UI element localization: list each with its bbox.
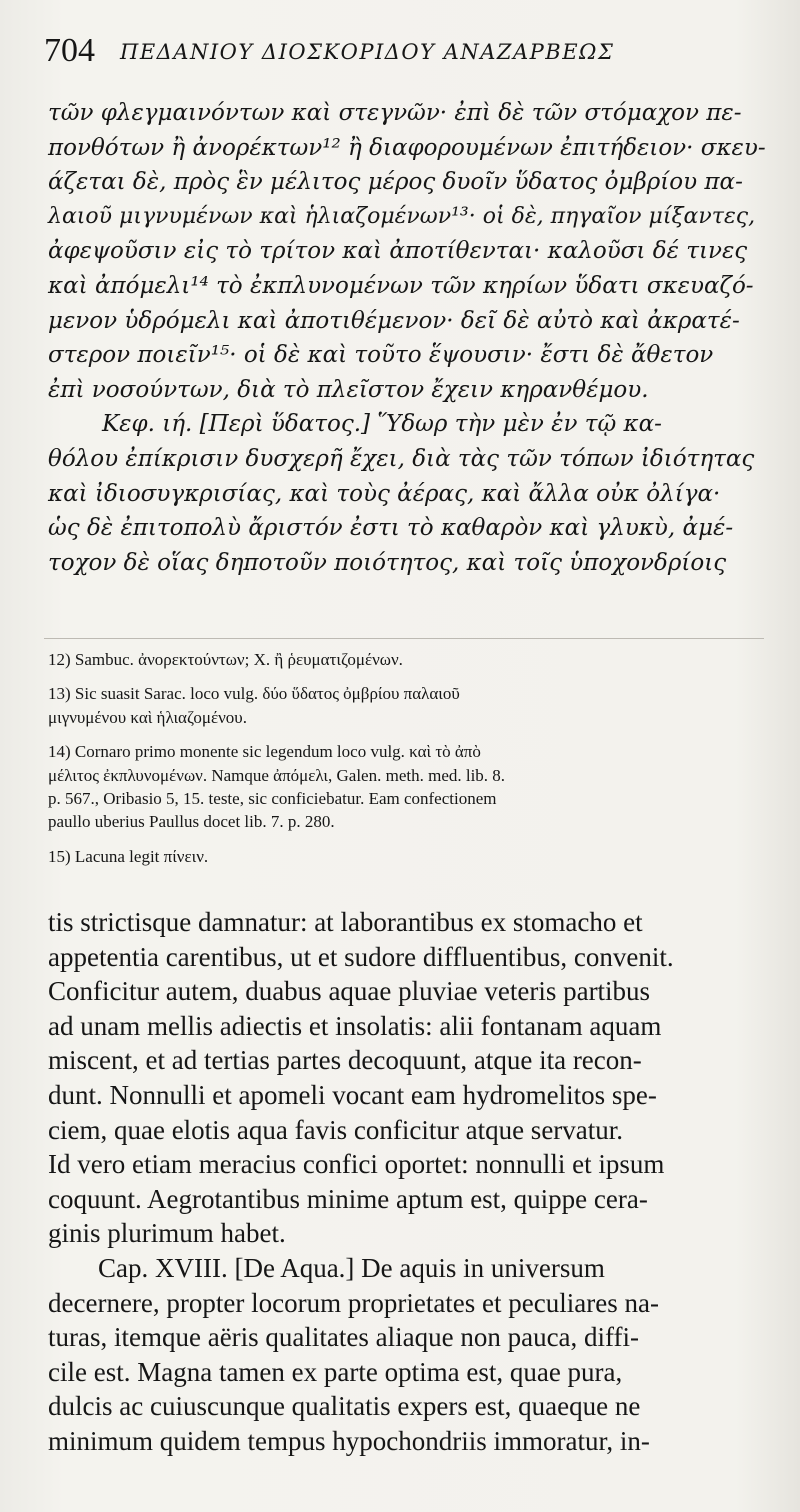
latin-line: coquunt. Aegrotantibus minime aptum est, quippe cera- [48, 1183, 648, 1214]
greek-line: καὶ ἀπόμελι¹⁴ τὸ ἐκπλυνομένων τῶν κηρίων ὕδατι σκευαζό- [48, 272, 754, 299]
latin-line: ginis plurimum habet. [48, 1218, 286, 1249]
latin-line: cile est. Magna tamen ex parte optima est, quae pura, [48, 1356, 623, 1387]
latin-text-block [48, 905, 770, 1459]
footnote-14-cont: p. 567., Oribasio 5, 15. teste, sic conficiebatur. Eam confectionem [48, 788, 497, 808]
greek-line: τοχον δὲ οἵας δηποτοῦν ποιότητος, καὶ τοῖς ὑποχονδρίοις [48, 549, 727, 576]
greek-line: ἐπὶ νοσούντων, διὰ τὸ πλεῖστον ἔχειν κηρανθέμου. [48, 376, 649, 403]
greek-line: ὡς δὲ ἐπιτοπολὺ ἄριστόν ἐστι τὸ καθαρὸν καὶ γλυκὺ, ἀμέ- [48, 515, 734, 542]
latin-line: tis strictisque damnatur: at laborantibus ex stomacho et [48, 907, 643, 937]
greek-text-block [48, 96, 768, 580]
footnote-14: 14) Cornaro primo monente sic legendum loco vulg. καὶ τὸ ἀπὸ [48, 742, 481, 762]
greek-line: τῶν φλεγμαινόντων καὶ στεγνῶν· ἐπὶ δὲ τῶν στόμαχον πε- [48, 100, 742, 126]
latin-line: minimum quidem tempus hypochondriis immoratur, in- [48, 1425, 650, 1456]
footnote-12: 12) Sambuc. ἀνορεκτούντων; X. ἢ ῥευματιζομένων. [48, 650, 403, 669]
footnote-14-cont: paullo uberius Paullus docet lib. 7. p. 280. [48, 812, 335, 832]
footnote-14-cont: μέλιτος ἐκπλυνομένων. Namque ἀπόμελι, Galen. meth. med. lib. 8. [48, 765, 506, 785]
latin-line: decernere, propter locorum proprietates et peculiares na- [48, 1287, 659, 1318]
latin-line: Conficitur autem, duabus aquae pluviae veteris partibus [48, 976, 651, 1007]
latin-line-chapter-heading: Cap. XVIII. [De Aqua.] De aquis in universum [98, 1252, 605, 1283]
page-number: 704 [44, 32, 95, 69]
footnote-13: 13) Sic suasit Sarac. loco vulg. δύο ὕδατος ὀμβρίου παλαιοῦ [48, 684, 460, 704]
footnotes-block [48, 648, 768, 868]
section-divider [44, 638, 764, 639]
running-title: ΠΕΔΑΝΙΟΥ ΔΙΟΣΚΟΡΙΔΟΥ ΑΝΑΖΑΡΒΕΩΣ [120, 40, 615, 64]
latin-line: miscent, et ad tertias partes decoquunt, atque ita recon- [48, 1045, 642, 1076]
latin-line: Id vero etiam meracius confici oportet: nonnulli et ipsum [48, 1149, 665, 1180]
latin-line: turas, itemque aëris qualitates aliaque non pauca, diffi- [48, 1322, 640, 1353]
latin-line: ad unam mellis adiectis et insolatis: alii fontanam aquam [48, 1010, 662, 1041]
footnote-15: 15) Lacuna legit πίνειν. [48, 846, 209, 866]
greek-line: πονθότων ἢ ἀνορέκτων¹² ἢ διαφορουμένων ἐπιτήδειον· σκευ- [48, 134, 766, 161]
greek-line: μενον ὑδρόμελι καὶ ἀποτιθέμενον· δεῖ δὲ αὐτὸ καὶ ἀκρατέ- [48, 307, 740, 334]
page-header [44, 30, 744, 74]
latin-line: dulcis ac cuiuscunque qualitatis expers est, quaeque ne [48, 1391, 641, 1422]
footnote-13-cont: μιγνυμένου καὶ ἡλιαζομένου. [48, 707, 247, 727]
latin-line: dunt. Nonnulli et apomeli vocant eam hydromelitos spe- [48, 1079, 657, 1110]
greek-line: καὶ ἰδιοσυγκρισίας, καὶ τοὺς ἀέρας, καὶ ἄλλα οὐκ ὀλίγα· [48, 480, 721, 507]
greek-line: λαιοῦ μιγνυμένων καὶ ἡλιαζομένων¹³· οἱ δὲ, πηγαῖον μίξαντες, [48, 203, 756, 229]
latin-line: ciem, quae elotis aqua favis conficitur atque servatur. [48, 1114, 624, 1145]
greek-line: ἀφεψοῦσιν εἰς τὸ τρίτον καὶ ἀποτίθενται· καλοῦσι δέ τινες [48, 238, 748, 265]
greek-line-chapter-heading: Κεφ. ιή. [Περὶ ὕδατος.] Ὕδωρ τὴν μὲν ἐν τῷ κα- [102, 411, 662, 438]
greek-line: θόλου ἐπίκρισιν δυσχερῆ ἔχει, διὰ τὰς τῶν τόπων ἰδιότητας [48, 445, 755, 472]
greek-line: άζεται δὲ, πρὸς ἓν μέλιτος μέρος δυοῖν ὕδατος ὀμβρίου πα- [48, 169, 743, 196]
greek-line: στερον ποιεῖν¹⁵· οἱ δὲ καὶ τοῦτο ἕψουσιν· ἔστι δὲ ἄθετον [48, 342, 714, 369]
latin-line: appetentia carentibus, ut et sudore diffluentibus, convenit. [48, 941, 674, 972]
